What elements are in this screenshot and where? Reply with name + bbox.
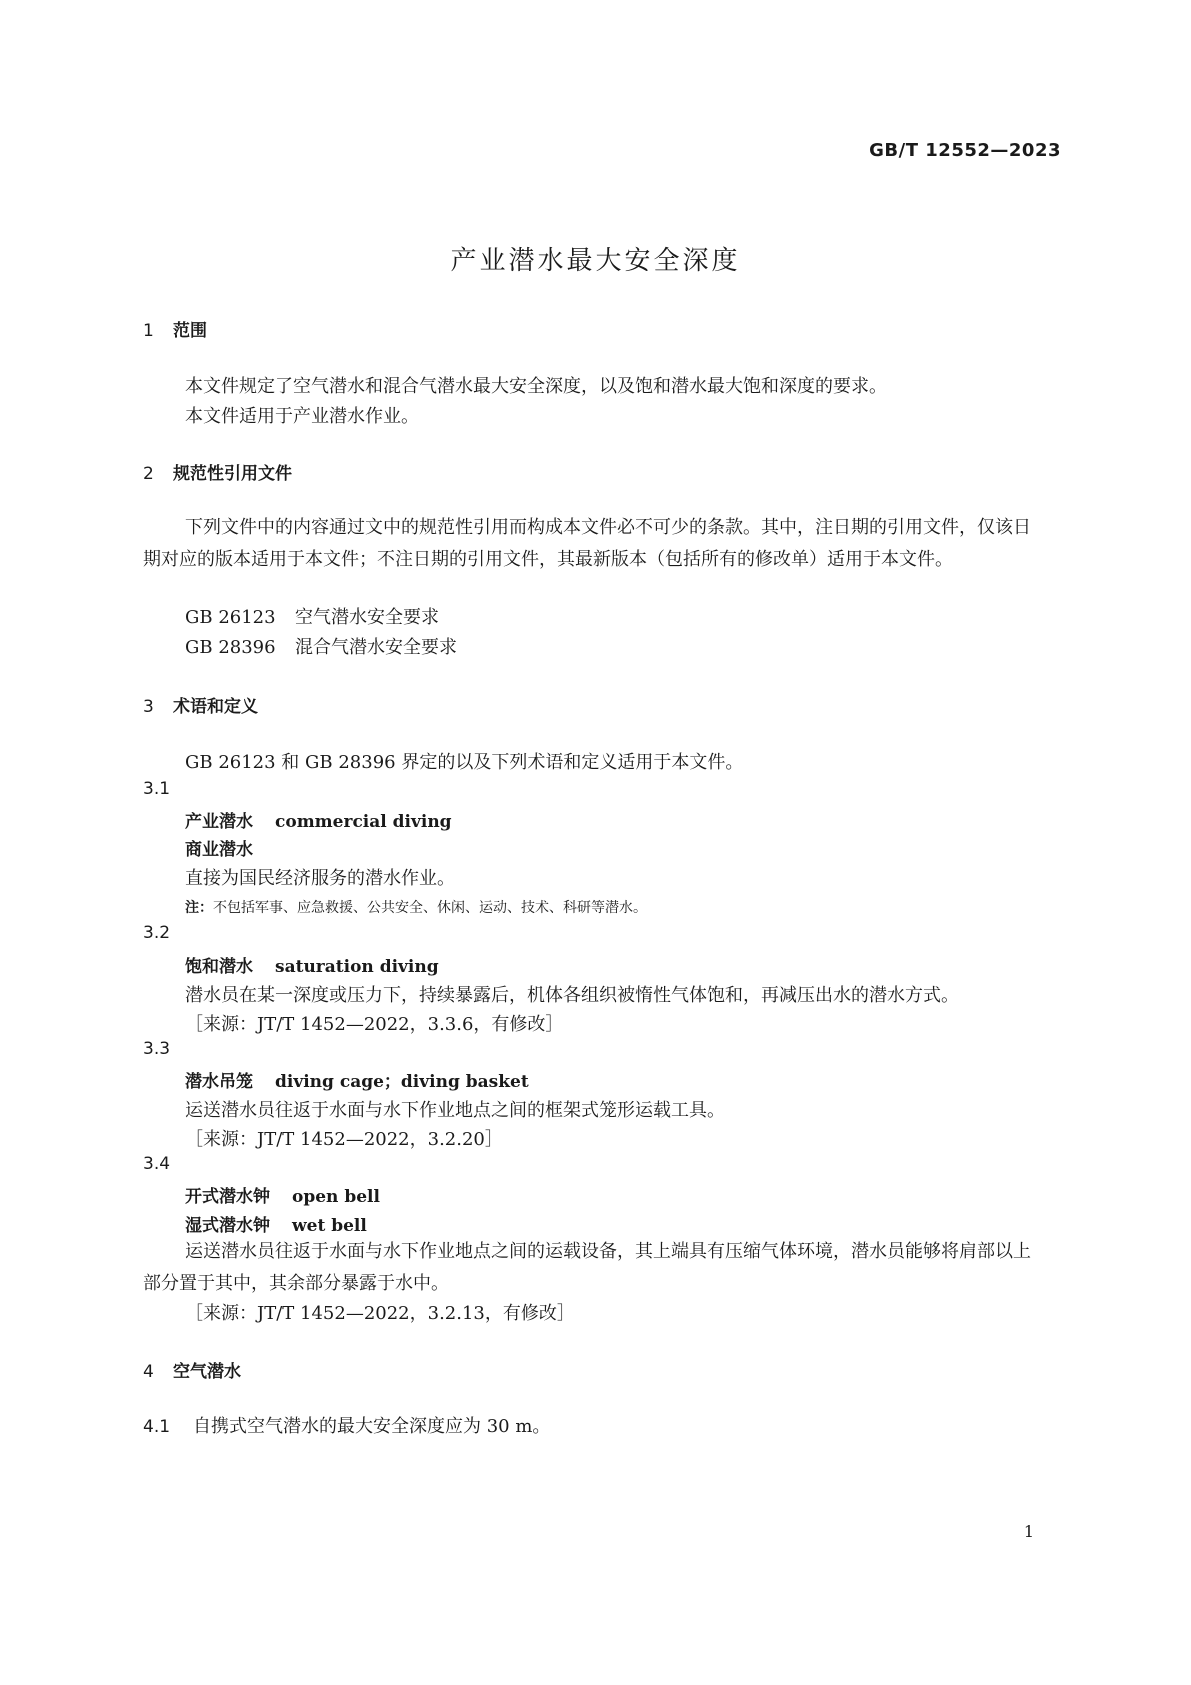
term-zh: 产业潜水 [185,812,253,832]
document-title: 产业潜水最大安全深度 [450,246,741,276]
term-zh: 饱和潜水 [185,957,253,977]
clause-4-1 [143,1412,550,1438]
term-en: commercial diving [275,812,452,832]
term-alt-en: wet bell [292,1216,367,1236]
section-1-heading [143,316,207,341]
term-definition: 潜水员在某一深度或压力下，持续暴露后，机体各组织被惰性气体饱和，再减压出水的潜水方式。 [185,985,959,1006]
term-source: ［来源：JT/T 1452—2022，3.2.20］ [185,1129,503,1150]
reference-code: GB 26123 [185,607,276,628]
term-entry [185,1182,380,1207]
section-1-paragraph-1: 本文件规定了空气潜水和混合气潜水最大安全深度，以及饱和潜水最大饱和深度的要求。 [185,376,887,397]
section-2-paragraph: 下列文件中的内容通过文中的规范性引用而构成本文件必不可少的条款。其中，注日期的引用文件，仅该日期对应的版本适用于本文件；不注日期的引用文件，其最新版本（包括所有的修改单）适用于本文件。 [143,517,1031,570]
term-entry-alt [185,1211,367,1236]
term-number: 3.2 [143,923,171,943]
section-2-heading [143,459,292,484]
note-text: 不包括军事、应急救援、公共安全、休闲、运动、技术、科研等潜水。 [213,900,647,916]
section-title: 空气潜水 [173,1362,241,1382]
term-definition: 直接为国民经济服务的潜水作业。 [185,868,455,889]
normative-reference [185,603,439,629]
term-en: open bell [292,1187,380,1207]
term-note [185,897,647,917]
page-number: 1 [1023,1522,1034,1541]
term-en: diving cage；diving basket [275,1072,529,1092]
term-alt-zh: 商业潜水 [185,840,253,860]
normative-reference [185,633,457,659]
section-title: 规范性引用文件 [173,464,292,484]
reference-title: 空气潜水安全要求 [295,607,439,628]
term-entry [185,952,439,977]
note-label: 注： [185,900,213,916]
document-id: GB/T 12552—2023 [869,140,1061,161]
term-en: saturation diving [275,957,439,977]
term-definition: 运送潜水员往返于水面与水下作业地点之间的运载设备，其上端具有压缩气体环境，潜水员能够将肩部以上部分置于其中，其余部分暴露于水中。 [143,1241,1031,1294]
term-source: ［来源：JT/T 1452—2022，3.3.6，有修改］ [185,1014,564,1035]
reference-code: GB 28396 [185,637,276,658]
section-title: 范围 [173,321,207,341]
section-number: 4 [143,1362,154,1382]
term-entry [185,807,452,832]
section-3-intro: GB 26123 和 GB 28396 界定的以及下列术语和定义适用于本文件。 [185,752,744,773]
term-entry [185,1067,529,1092]
term-zh: 开式潜水钟 [185,1187,270,1207]
section-1-paragraph-2: 本文件适用于产业潜水作业。 [185,406,419,427]
reference-title: 混合气潜水安全要求 [295,637,457,658]
term-number: 3.3 [143,1039,171,1059]
term-zh: 潜水吊笼 [185,1072,253,1092]
term-number: 3.4 [143,1154,171,1174]
term-number: 3.1 [143,779,171,799]
section-number: 3 [143,697,154,717]
clause-number: 4.1 [143,1417,171,1437]
section-number: 2 [143,464,154,484]
term-alt-zh: 湿式潜水钟 [185,1216,270,1236]
section-title: 术语和定义 [173,697,258,717]
section-3-heading [143,692,258,717]
clause-text: 自携式空气潜水的最大安全深度应为 30 m。 [193,1416,551,1437]
term-source: ［来源：JT/T 1452—2022，3.2.13，有修改］ [185,1303,575,1324]
term-definition: 运送潜水员往返于水面与水下作业地点之间的框架式笼形运载工具。 [185,1100,725,1121]
section-number: 1 [143,321,154,341]
section-4-heading [143,1357,241,1382]
